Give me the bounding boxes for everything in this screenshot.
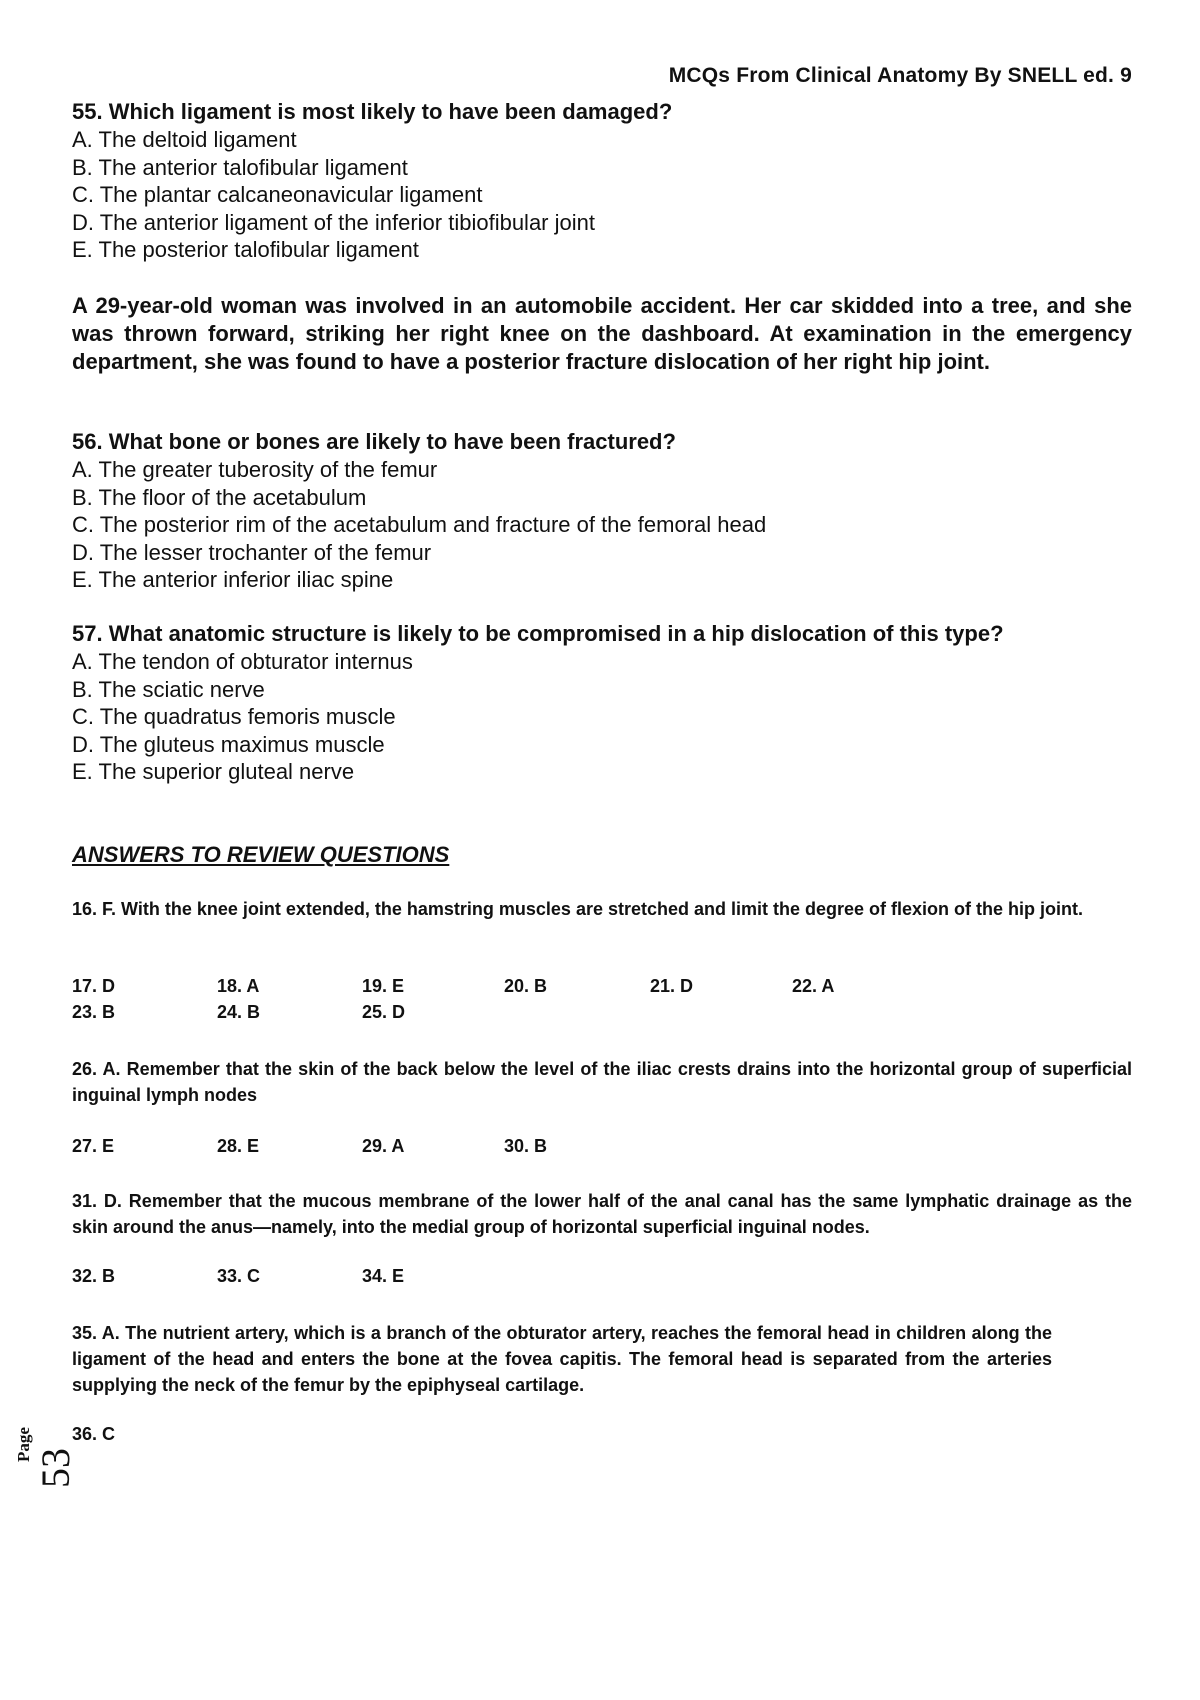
page-label: Page xyxy=(14,1427,33,1462)
page-number-mark xyxy=(14,1410,78,1500)
question-57 xyxy=(72,620,1132,786)
option-b: B. The anterior talofibular ligament xyxy=(72,154,408,180)
answer-31: 31. D. Remember that the mucous membrane of the lower half of the anal canal has the same lymphatic drainage as the skin around the anus—namely, into the medial group of horizontal superficial inguinal nodes. xyxy=(72,1191,1132,1237)
answer-26: 26. A. Remember that the skin of the back below the level of the iliac crests drains into the horizontal group of superficial inguinal lymph nodes xyxy=(72,1059,1132,1105)
option-c: C. The quadratus femoris muscle xyxy=(72,704,396,729)
answer-item: 18. A xyxy=(217,976,260,996)
answer-item: 30. B xyxy=(504,1136,548,1156)
option-a: A. The tendon of obturator internus xyxy=(72,649,413,674)
answer-item: 21. D xyxy=(650,976,694,996)
question-stem: 55. Which ligament is most likely to have been damaged? xyxy=(72,99,673,124)
page-number: 53 xyxy=(33,1448,78,1488)
answer-item: 17. D xyxy=(72,976,116,996)
option-c: C. The plantar calcaneonavicular ligament xyxy=(72,182,483,207)
option-e: E. The posterior talofibular ligament xyxy=(72,237,419,262)
option-e: E. The superior gluteal nerve xyxy=(72,759,355,784)
answer-item: 22. A xyxy=(792,976,835,996)
option-e: E. The anterior inferior iliac spine xyxy=(72,567,394,592)
option-d: D. The gluteus maximus muscle xyxy=(72,731,385,757)
answer-item: 33. C xyxy=(217,1266,261,1286)
answer-item: 23. B xyxy=(72,1002,116,1022)
answer-item: 36. C xyxy=(72,1424,116,1444)
clinical-case-text: A 29-year-old woman was involved in an automobile accident. Her car skidded into a tree, and she was thrown forward, striking her right knee on the dashboard. At examination in the emergency department, she was found to have a posterior fracture dislocation of her right hip joint. xyxy=(72,293,1132,374)
option-b: B. The floor of the acetabulum xyxy=(72,484,367,510)
answer-35: 35. A. The nutrient artery, which is a branch of the obturator artery, reaches the femoral head in children along the ligament of the head and enters the bone at the fovea capitis. The femoral head is separated from the arteries supplying the neck of the femur by the epiphyseal cartilage. xyxy=(72,1323,1052,1395)
answer-item: 34. E xyxy=(362,1266,405,1286)
answers-heading: ANSWERS TO REVIEW QUESTIONS xyxy=(72,842,450,867)
page-header: MCQs From Clinical Anatomy By SNELL ed. 9 xyxy=(668,64,1132,87)
answer-item: 27. E xyxy=(72,1136,115,1156)
question-56 xyxy=(72,428,1132,594)
answer-item: 28. E xyxy=(217,1136,260,1156)
option-d: D. The lesser trochanter of the femur xyxy=(72,539,432,565)
answer-item: 29. A xyxy=(362,1136,405,1156)
option-b: B. The sciatic nerve xyxy=(72,676,265,702)
option-d: D. The anterior ligament of the inferior tibiofibular joint xyxy=(72,209,595,235)
answer-item: 25. D xyxy=(362,1002,406,1022)
option-c: C. The posterior rim of the acetabulum and fracture of the femoral head xyxy=(72,512,767,537)
answer-item: 24. B xyxy=(217,1002,261,1022)
option-a: A. The deltoid ligament xyxy=(72,127,297,152)
answer-item: 32. B xyxy=(72,1266,116,1286)
question-stem: 57. What anatomic structure is likely to be compromised in a hip dislocation of this type? xyxy=(72,621,1004,646)
answer-item: 19. E xyxy=(362,976,405,996)
answer-item: 20. B xyxy=(504,976,548,996)
option-a: A. The greater tuberosity of the femur xyxy=(72,457,438,482)
answer-16: 16. F. With the knee joint extended, the hamstring muscles are stretched and limit the degree of flexion of the hip joint. xyxy=(72,899,1084,919)
question-55 xyxy=(72,98,1132,264)
question-stem: 56. What bone or bones are likely to have been fractured? xyxy=(72,429,676,454)
